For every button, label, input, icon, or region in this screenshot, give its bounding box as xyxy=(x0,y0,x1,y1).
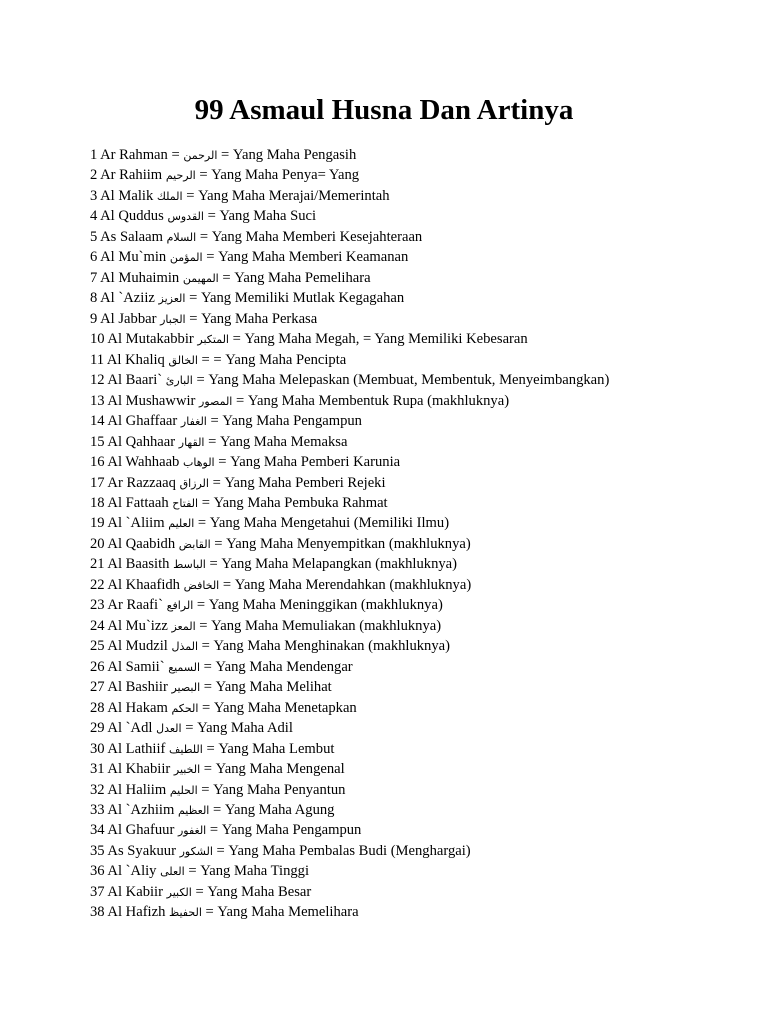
item-arabic: الحليم xyxy=(169,783,198,797)
item-transliteration: 19 Al `Aliim xyxy=(90,515,169,532)
item-arabic: العليم xyxy=(168,517,195,531)
item-arabic: العظيم xyxy=(177,804,210,817)
list-item xyxy=(90,288,750,308)
item-arabic: المعز xyxy=(171,619,196,633)
item-meaning: = Yang Maha Pemberi Rejeki xyxy=(208,474,386,491)
item-meaning: = Yang Maha Memuliakan (makhluknya) xyxy=(195,617,442,634)
item-arabic: الشكور xyxy=(179,844,213,858)
list-item xyxy=(90,718,750,738)
list-item xyxy=(90,780,750,800)
item-meaning: = Yang Maha Melihat xyxy=(200,679,332,696)
item-meaning: = Yang Maha Merajai/Memerintah xyxy=(182,187,390,204)
item-arabic: الغفار xyxy=(180,415,207,429)
item-arabic: المصور xyxy=(199,394,233,408)
item-arabic: المتكبر xyxy=(197,333,229,347)
list-item xyxy=(90,820,750,840)
item-meaning: = Yang Maha Adil xyxy=(181,720,293,737)
item-arabic: الحكم xyxy=(171,701,199,715)
item-transliteration: 22 Al Khaafidh xyxy=(90,576,184,593)
item-transliteration: 32 Al Haliim xyxy=(90,781,170,798)
item-meaning: = Yang Maha Tinggi xyxy=(184,863,310,880)
item-meaning: = Yang Maha Mengenal xyxy=(200,761,345,778)
item-transliteration: 31 Al Khabiir xyxy=(90,761,174,778)
list-item xyxy=(90,473,750,493)
item-transliteration: 15 Al Qahhaar xyxy=(90,433,179,450)
item-arabic: الخبير xyxy=(173,763,201,777)
list-item xyxy=(90,391,750,411)
item-arabic: القدوس xyxy=(167,210,204,224)
item-transliteration: 38 Al Hafizh xyxy=(90,904,170,921)
list-item xyxy=(90,186,750,206)
item-meaning: = Yang Maha Memelihara xyxy=(201,904,359,921)
item-transliteration: 6 Al Mu`min xyxy=(90,249,170,266)
item-meaning: = Yang Maha Melapangkan (makhluknya) xyxy=(205,556,457,573)
item-arabic: الفتاح xyxy=(172,496,199,510)
list-item xyxy=(90,206,750,226)
item-arabic: الخافض xyxy=(183,578,220,592)
list-item xyxy=(90,861,750,881)
item-meaning: = Yang Maha Pembalas Budi (Menghargai) xyxy=(212,842,471,859)
item-transliteration: 35 As Syakuur xyxy=(90,842,180,859)
item-transliteration: 16 Al Wahhaab xyxy=(90,454,183,471)
item-transliteration: 14 Al Ghaffaar xyxy=(90,413,181,430)
item-meaning: = Yang Maha Penya= Yang xyxy=(195,167,360,184)
item-transliteration: 5 As Salaam xyxy=(90,228,167,245)
item-arabic: الكبير xyxy=(166,885,192,899)
list-item xyxy=(90,309,750,329)
page-title: 99 Asmaul Husna Dan Artinya xyxy=(194,94,574,126)
list-item xyxy=(90,432,750,452)
list-item xyxy=(90,411,750,431)
item-arabic: الجبار xyxy=(160,312,186,326)
item-transliteration: 21 Al Baasith xyxy=(90,556,174,573)
list-item xyxy=(90,698,750,718)
item-meaning: = Yang Maha Besar xyxy=(191,883,312,900)
item-transliteration: 11 Al Khaliq xyxy=(90,351,169,368)
item-arabic: العلى xyxy=(160,865,185,879)
item-transliteration: 23 Ar Raafi` xyxy=(90,597,167,614)
item-meaning: = Yang Maha Memaksa xyxy=(204,433,348,450)
list-item xyxy=(90,739,750,759)
item-meaning: = Yang Maha Pengasih xyxy=(217,147,357,163)
list-item xyxy=(90,145,750,165)
item-arabic: الرحمن xyxy=(183,149,218,162)
list-item xyxy=(90,657,750,677)
list-item xyxy=(90,616,750,636)
item-transliteration: 36 Al `Aliy xyxy=(90,863,161,880)
item-meaning: = Yang Maha Pemberi Karunia xyxy=(214,454,401,471)
item-transliteration: 9 Al Jabbar xyxy=(90,310,161,327)
item-meaning: = Yang Maha Membentuk Rupa (makhluknya) xyxy=(232,392,510,409)
list-item xyxy=(90,268,750,288)
item-transliteration: 20 Al Qaabidh xyxy=(90,535,179,552)
item-meaning: = Yang Maha Agung xyxy=(209,802,335,818)
item-meaning: = Yang Maha Melepaskan (Membuat, Membentuk, Menyeimbangkan) xyxy=(192,372,610,389)
list-item xyxy=(90,493,750,513)
item-arabic: الرحيم xyxy=(165,169,196,183)
list-item xyxy=(90,759,750,779)
item-transliteration: 28 Al Hakam xyxy=(90,699,172,716)
item-meaning: = = Yang Maha Pencipta xyxy=(197,351,347,368)
item-arabic: الوهاب xyxy=(183,456,215,470)
item-meaning: = Yang Maha Pengampun xyxy=(206,822,362,839)
asmaul-husna-list xyxy=(90,145,750,923)
item-meaning: = Yang Maha Pembuka Rahmat xyxy=(198,494,388,511)
list-item xyxy=(90,329,750,349)
list-item xyxy=(90,534,750,554)
item-transliteration: 12 Al Baari` xyxy=(90,372,166,389)
item-meaning: = Yang Maha Meninggikan (makhluknya) xyxy=(193,597,443,614)
list-item xyxy=(90,882,750,902)
list-item xyxy=(90,513,750,533)
item-transliteration: 33 Al `Azhiim xyxy=(90,802,178,818)
item-arabic: القهار xyxy=(178,435,205,449)
item-arabic: اللطيف xyxy=(169,742,203,756)
item-arabic: القابض xyxy=(178,537,211,551)
list-item xyxy=(90,636,750,656)
item-transliteration: 24 Al Mu`izz xyxy=(90,617,172,634)
item-transliteration: 29 Al `Adl xyxy=(90,720,157,737)
item-meaning: = Yang Maha Memberi Keamanan xyxy=(202,249,409,266)
item-meaning: = Yang Maha Mengetahui (Memiliki Ilmu) xyxy=(194,515,450,532)
item-arabic: الغفور xyxy=(177,824,207,838)
item-meaning: = Yang Maha Menyempitkan (makhluknya) xyxy=(210,535,471,552)
item-meaning: = Yang Maha Menghinakan (makhluknya) xyxy=(198,638,450,655)
item-transliteration: 7 Al Muhaimin xyxy=(90,269,183,286)
item-arabic: الحفيظ xyxy=(169,906,202,920)
item-arabic: الباسط xyxy=(173,558,206,572)
item-meaning: = Yang Maha Megah, = Yang Memiliki Kebesaran xyxy=(228,331,528,348)
list-item xyxy=(90,227,750,247)
item-transliteration: 3 Al Malik xyxy=(90,187,157,204)
item-transliteration: 30 Al Lathiif xyxy=(90,740,170,757)
item-arabic: المؤمن xyxy=(169,251,203,265)
item-arabic: السميع xyxy=(168,660,201,674)
item-meaning: = Yang Maha Lembut xyxy=(202,740,335,757)
item-meaning: = Yang Maha Menetapkan xyxy=(198,699,357,716)
item-meaning: = Yang Memiliki Mutlak Kegagahan xyxy=(185,290,405,307)
list-item xyxy=(90,452,750,472)
item-transliteration: 17 Ar Razzaaq xyxy=(90,474,180,491)
list-item xyxy=(90,554,750,574)
item-arabic: البارئ xyxy=(165,374,193,388)
item-arabic: الرافع xyxy=(166,599,194,613)
item-transliteration: 27 Al Bashiir xyxy=(90,679,172,696)
item-transliteration: 34 Al Ghafuur xyxy=(90,822,178,839)
item-meaning: = Yang Maha Pengampun xyxy=(206,413,362,430)
item-arabic: البصير xyxy=(171,681,201,695)
list-item xyxy=(90,841,750,861)
list-item xyxy=(90,247,750,267)
item-arabic: العزيز xyxy=(158,292,186,306)
item-arabic: الرزاق xyxy=(179,476,209,490)
item-transliteration: 8 Al `Aziiz xyxy=(90,290,159,307)
item-meaning: = Yang Maha Merendahkan (makhluknya) xyxy=(219,576,472,593)
item-transliteration: 2 Ar Rahiim xyxy=(90,167,166,184)
item-meaning: = Yang Maha Pemelihara xyxy=(218,269,371,286)
list-item xyxy=(90,575,750,595)
list-item xyxy=(90,370,750,390)
item-meaning: = Yang Maha Mendengar xyxy=(200,658,353,675)
item-arabic: السلام xyxy=(166,230,197,244)
item-meaning: = Yang Maha Penyantun xyxy=(197,781,346,798)
item-transliteration: 1 Ar Rahman = xyxy=(90,147,184,163)
list-item xyxy=(90,902,750,922)
item-arabic: الخالق xyxy=(168,353,198,367)
item-arabic: المذل xyxy=(171,640,199,654)
item-meaning: = Yang Maha Memberi Kesejahteraan xyxy=(196,228,423,245)
item-transliteration: 37 Al Kabiir xyxy=(90,883,167,900)
item-transliteration: 18 Al Fattaah xyxy=(90,494,173,511)
item-meaning: = Yang Maha Perkasa xyxy=(185,310,318,327)
list-item xyxy=(90,677,750,697)
item-arabic: العدل xyxy=(156,722,182,736)
item-transliteration: 25 Al Mudzil xyxy=(90,638,172,655)
item-arabic: الملك xyxy=(156,189,183,203)
item-arabic: المهيمن xyxy=(182,271,219,285)
item-transliteration: 26 Al Samii` xyxy=(90,658,169,675)
list-item xyxy=(90,800,750,820)
list-item xyxy=(90,165,750,185)
list-item xyxy=(90,350,750,370)
item-transliteration: 4 Al Quddus xyxy=(90,208,168,225)
list-item xyxy=(90,595,750,615)
item-meaning: = Yang Maha Suci xyxy=(203,208,317,225)
item-transliteration: 13 Al Mushawwir xyxy=(90,392,200,409)
item-transliteration: 10 Al Mutakabbir xyxy=(90,331,198,348)
